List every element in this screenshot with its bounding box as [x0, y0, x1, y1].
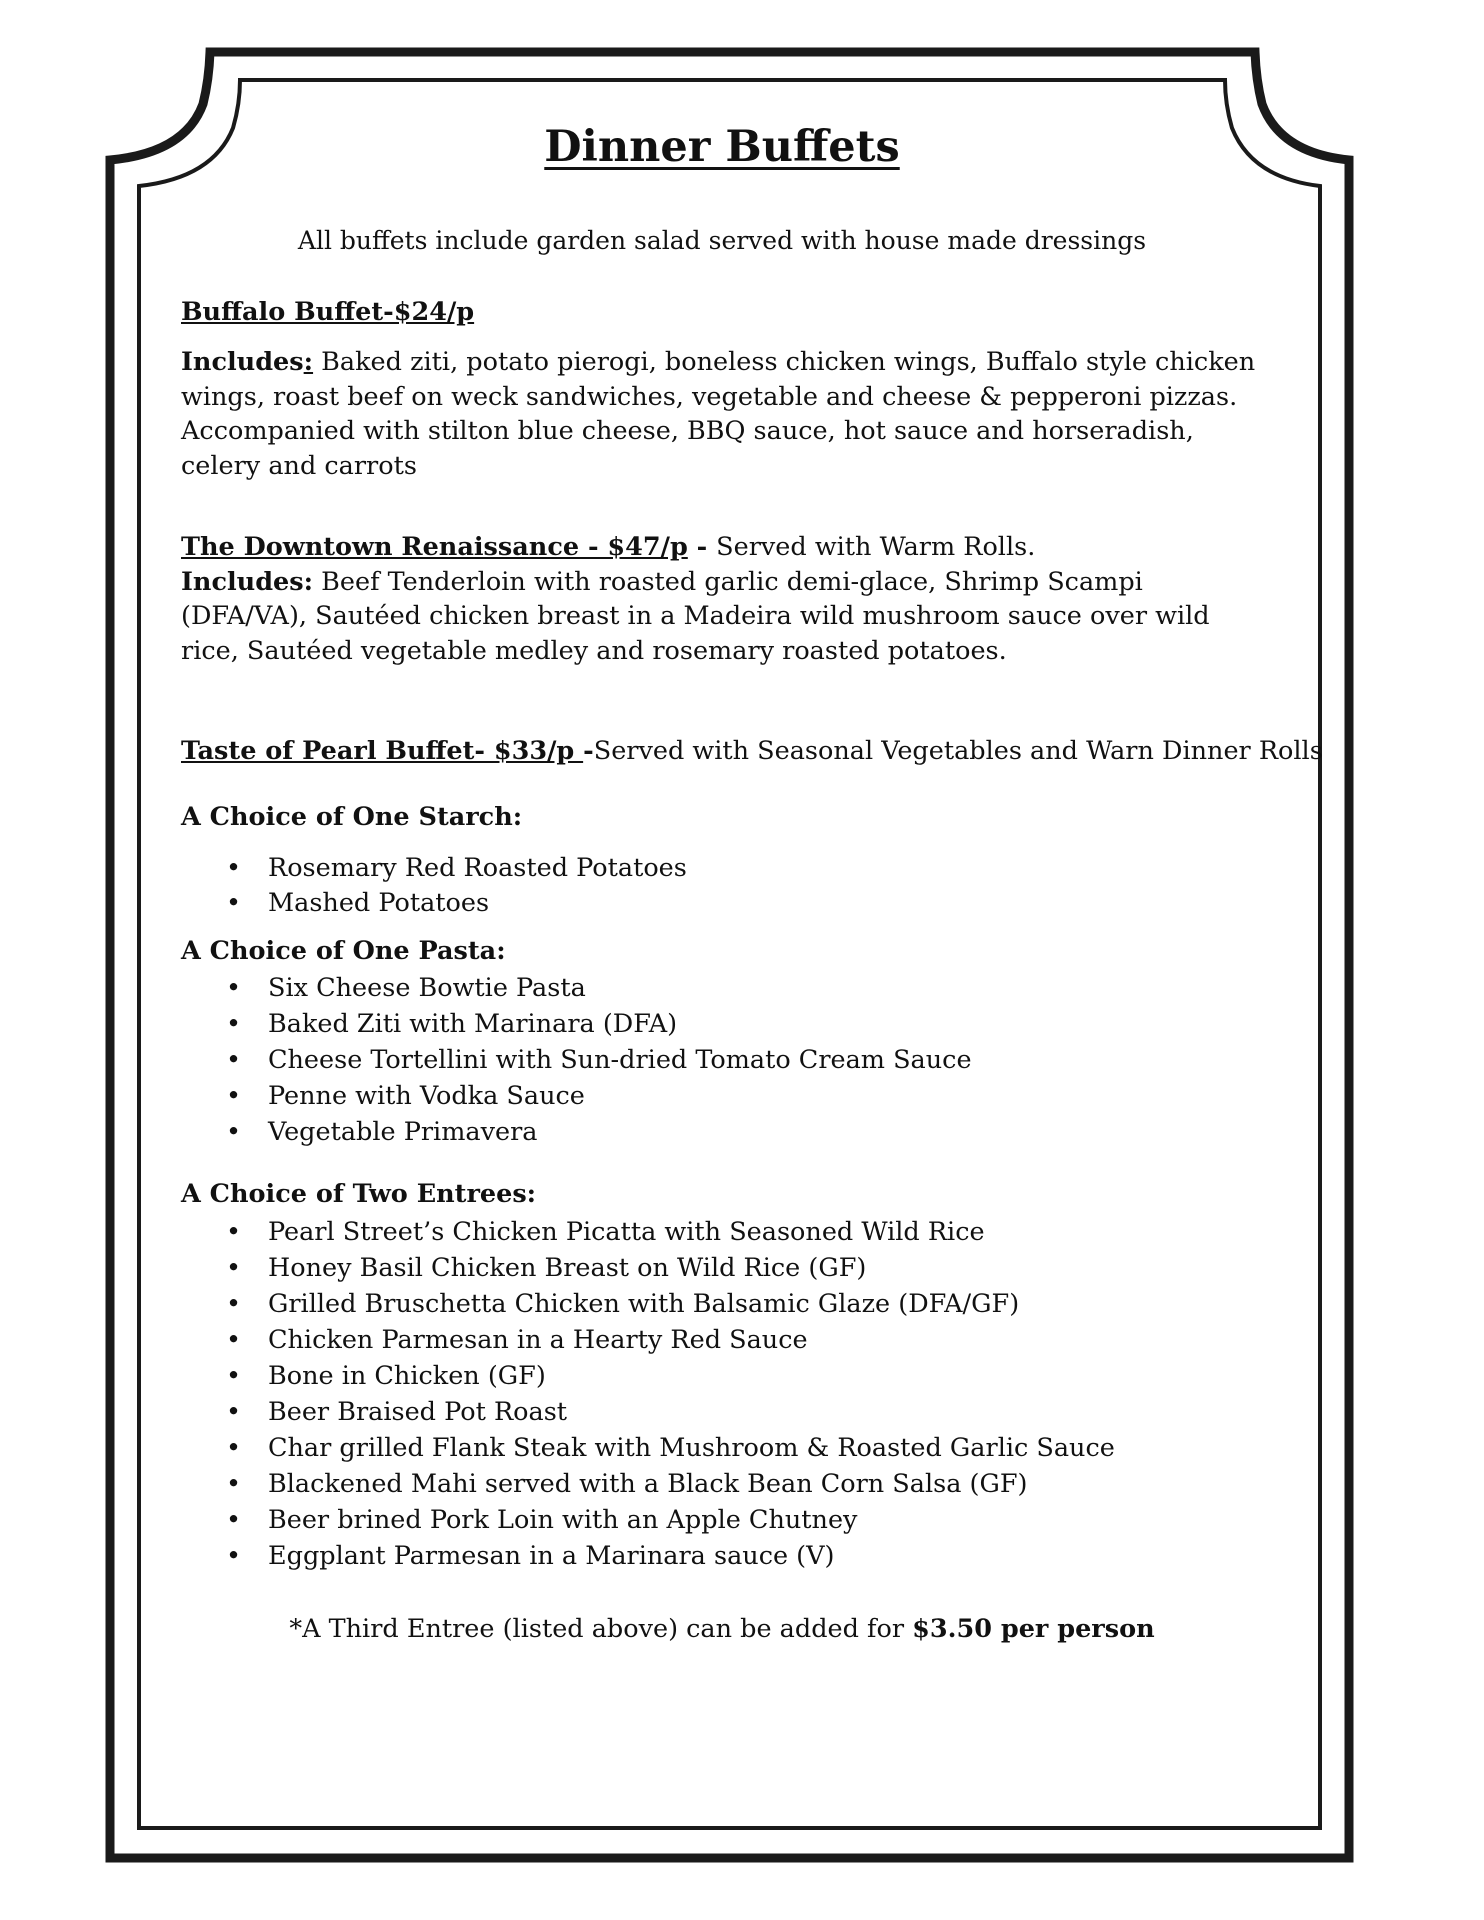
buffalo-buffet-heading — [181, 295, 1263, 330]
entree-list — [181, 1214, 1115, 1574]
footnote-price: $3.50 per person — [912, 1614, 1155, 1644]
taste-of-pearl-title: Taste of Pearl Buffet- $33/p — [181, 736, 584, 766]
list-item: • Cheese Tortellini with Sun-dried Tomato Cream Sauce — [181, 1042, 972, 1078]
third-entree-footnote — [181, 1612, 1263, 1647]
footnote-text: *A Third Entree (listed above) can be added for — [289, 1614, 913, 1644]
list-item: • Beer Braised Pot Roast — [181, 1394, 1115, 1430]
list-item: • Rosemary Red Roasted Potatoes — [181, 851, 687, 886]
list-item: • Char grilled Flank Steak with Mushroom & Roasted Garlic Sauce — [181, 1430, 1115, 1466]
list-item: • Mashed Potatoes — [181, 886, 687, 921]
list-item: • Vegetable Primavera — [181, 1114, 972, 1150]
list-item: • Six Cheese Bowtie Pasta — [181, 970, 972, 1006]
downtown-includes-label: Includes: — [181, 566, 314, 597]
list-item: • Pearl Street’s Chicken Picatta with Seasoned Wild Rice — [181, 1214, 1115, 1250]
buffalo-buffet-includes — [181, 345, 1263, 483]
list-item: • Bone in Chicken (GF) — [181, 1358, 1115, 1394]
downtown-renaissance-title: The Downtown Renaissance - $47/p — [181, 532, 688, 562]
list-item: • Grilled Bruschetta Chicken with Balsamic Glaze (DFA/GF) — [181, 1286, 1115, 1322]
downtown-served-text: Served with Warm Rolls. — [716, 532, 1036, 562]
pasta-list — [181, 970, 972, 1150]
list-item: • Eggplant Parmesan in a Marinara sauce (V) — [181, 1538, 1115, 1574]
entree-choice-label: A Choice of Two Entrees: — [181, 1179, 537, 1209]
page-title: Dinner Buffets — [544, 122, 900, 172]
taste-of-pearl-heading-line — [181, 734, 1323, 769]
pearl-served-text: Served with Seasonal Vegetables and Warn Dinner Rolls — [593, 736, 1323, 766]
downtown-renaissance-section — [181, 530, 1263, 668]
downtown-dash: - — [687, 532, 717, 562]
pearl-dash: - — [583, 736, 594, 766]
pasta-choice-label: A Choice of One Pasta: — [181, 936, 506, 966]
buffalo-includes-text: Baked ziti, potato pierogi, boneless chicken wings, Buffalo style chicken wings, roast beef on weck sandwiches, vegetable and cheese & pepperoni pizzas. Accompanied with stilton blue cheese, BBQ sauce, hot sauce and horseradish, celery and carrots — [181, 347, 1256, 481]
list-item: • Beer brined Pork Loin with an Apple Chutney — [181, 1502, 1115, 1538]
list-item: • Penne with Vodka Sauce — [181, 1078, 972, 1114]
downtown-includes-text: Beef Tenderloin with roasted garlic demi-glace, Shrimp Scampi (DFA/VA), Sautéed chicken breast in a Madeira wild mushroom sauce over wild rice, Sautéed vegetable medley and rosemary roasted potatoes. — [181, 566, 1210, 666]
buffalo-buffet-title: Buffalo Buffet-$24/p — [181, 297, 475, 327]
includes-colon: : — [303, 347, 314, 377]
list-item: • Blackened Mahi served with a Black Bean Corn Salsa (GF) — [181, 1466, 1115, 1502]
starch-choice-label: A Choice of One Starch: — [181, 802, 523, 832]
intro-text: All buffets include garden salad served with house made dressings — [297, 226, 1147, 255]
includes-label: Includes — [181, 347, 304, 377]
list-item: • Chicken Parmesan in a Hearty Red Sauce — [181, 1322, 1115, 1358]
list-item: • Baked Ziti with Marinara (DFA) — [181, 1006, 972, 1042]
list-item: • Honey Basil Chicken Breast on Wild Rice (GF) — [181, 1250, 1115, 1286]
starch-list — [181, 851, 687, 920]
